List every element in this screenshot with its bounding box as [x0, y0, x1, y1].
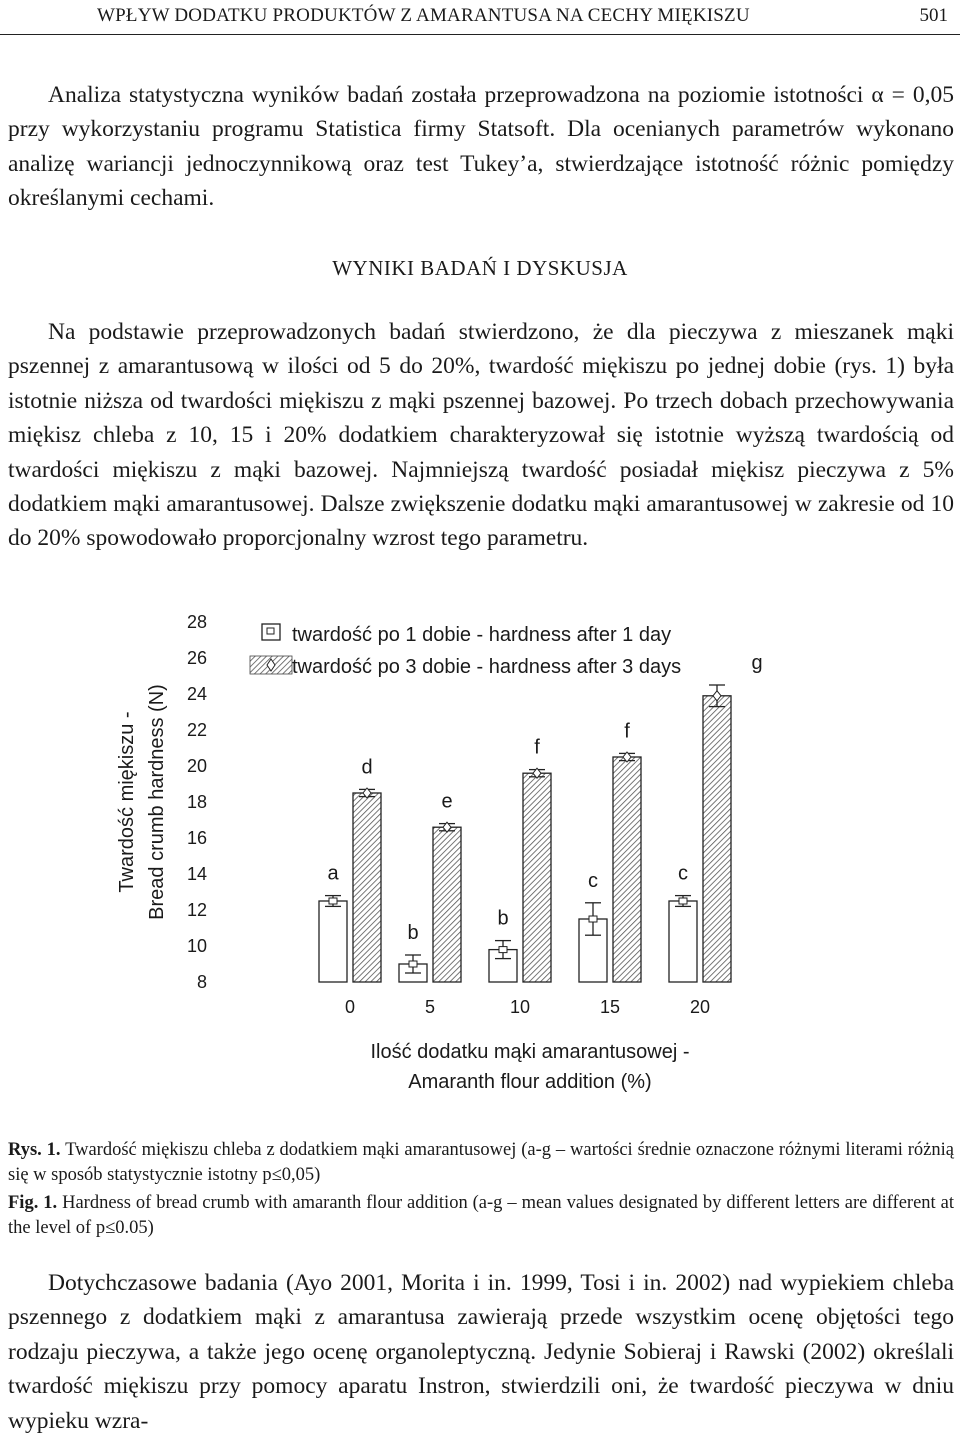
y-tick-label: 16: [186, 828, 207, 848]
y-tick-label: 10: [186, 936, 207, 956]
legend-marker-1-day: [267, 628, 274, 634]
y-tick-label: 28: [186, 612, 207, 632]
significance-letter: c: [678, 862, 688, 885]
caption-text-pl: Twardość miękiszu chleba z dodatkiem mąki amarantusowej (a-g – wartości średnie oznaczone różnymi literami różnią się w sposób statystycznie istotny p≤0,05): [8, 1140, 954, 1185]
mean-marker: [409, 961, 417, 967]
significance-letter: a: [327, 862, 339, 885]
significance-letter: b: [407, 922, 419, 944]
bar-3-days: [703, 696, 731, 982]
y-tick-label: 8: [196, 972, 207, 992]
bar-3-days: [523, 773, 551, 982]
bar-3-days: [353, 793, 381, 982]
significance-letter: f: [624, 720, 630, 743]
caption-label-pl: Rys. 1.: [8, 1140, 61, 1160]
mean-marker: [329, 898, 337, 904]
y-tick-label: 18: [186, 792, 207, 812]
significance-letter: f: [534, 736, 540, 759]
bar-1-day: [669, 901, 697, 982]
x-tick-label: 0: [344, 997, 356, 1017]
section-heading: WYNIKI BADAŃ I DYSKUSJA: [332, 256, 628, 280]
y-tick-label: 14: [186, 864, 207, 884]
mean-marker: [499, 947, 507, 953]
significance-letter: c: [588, 869, 598, 892]
caption-text-en: Hardness of bread crumb with amaranth flour addition (a-g – mean values designated by different letters are different at the level of p≤0.05): [8, 1193, 954, 1238]
y-axis-label-en: Bread crumb hardness (N): [146, 684, 168, 920]
y-tick-label: 24: [186, 684, 207, 704]
x-axis-label-en: Amaranth flour addition (%): [408, 1071, 652, 1093]
running-title: WPŁYW DODATKU PRODUKTÓW Z AMARANTUSA NA CECHY MIĘKISZU: [97, 5, 750, 26]
x-axis-label-pl: Ilość dodatku mąki amarantusowej -: [370, 1041, 690, 1063]
chart-legend: [250, 624, 681, 678]
mean-marker: [589, 916, 597, 922]
y-tick-label: 22: [186, 720, 207, 740]
page-number: 501: [919, 5, 948, 26]
y-tick-label: 26: [186, 648, 207, 668]
x-tick-label: 20: [689, 997, 711, 1017]
legend-label-3-days: twardość po 3 dobie - hardness after 3 days: [292, 656, 682, 678]
x-tick-label: 5: [424, 997, 436, 1017]
bar-3-days: [433, 827, 461, 982]
paragraph-discussion: Dotychczasowe badania (Ayo 2001, Morita i in. 1999, Tosi i in. 2002) nad wypiekiem chleba pszennego z dodatkiem mąki z amarantusa zawierają przede wszystkim ocenę objętości tego rodzaju pieczywa, a także jego ocenę organoleptyczną. Jedynie Sobieraj i Rawski (2002) określali twardość miękiszu przy pomocy aparatu Instron, stwierdzili oni, że twardość pieczywa w dniu wypieku wzra-: [8, 1270, 954, 1434]
x-tick-label: 15: [599, 997, 621, 1017]
hardness-bar-chart: [0, 600, 960, 1100]
significance-letter: d: [361, 756, 373, 779]
caption-label-en: Fig. 1.: [8, 1193, 58, 1213]
y-axis-ticks: [187, 612, 207, 992]
y-axis-label-pl: Twardość miękiszu -: [116, 711, 138, 893]
bar-1-day: [319, 901, 347, 982]
running-header: [0, 0, 960, 35]
y-tick-label: 20: [186, 756, 207, 776]
significance-letter: g: [751, 652, 763, 674]
paragraph-results: Na podstawie przeprowadzonych badań stwierdzono, że dla pieczywa z mieszanek mąki pszennej z amarantusową w ilości od 5 do 20%, twardość miękiszu po jednej dobie (rys. 1) była istotnie niższa od twardości miękiszu z mąki pszennej bazowej. Po trzech dobach przechowywania miękisz chleba z 10, 15 i 20% dodatkiem charakteryzował się istotnie wyższą twardością od twardości miękiszu z mąki bazowej. Najmniejszą twardość posiadał miękisz pieczywa z 5% dodatkiem mąki amarantusowej. Dalsze zwiększenie dodatku mąki amarantusowej w zakresie od 10 do 20% spowodowało proporcjonalny wzrost tego parametru.: [8, 319, 954, 552]
bar-3-days: [613, 757, 641, 982]
significance-letter: b: [497, 907, 509, 930]
x-tick-label: 10: [509, 997, 531, 1017]
bars: [319, 652, 763, 982]
x-axis-ticks: [345, 997, 710, 1017]
significance-letter: e: [441, 790, 453, 813]
paragraph-methods: Analiza statystyczna wyników badań została przeprowadzona na poziomie istotności α = 0,05 przy wykorzystaniu programu Statistica firmy Statsoft. Dla ocenianych parametrów wykonano analizę wariancji jednoczynnikową oraz test Tukey’a, stwierdzające istotność różnic pomiędzy określanymi cechami.: [8, 82, 954, 212]
legend-label-1-day: twardość po 1 dobie - hardness after 1 day: [292, 624, 672, 646]
figure-caption-pl: [8, 1138, 954, 1187]
y-tick-label: 12: [186, 900, 207, 920]
mean-marker: [679, 898, 687, 904]
figure-caption-en: [8, 1191, 954, 1240]
